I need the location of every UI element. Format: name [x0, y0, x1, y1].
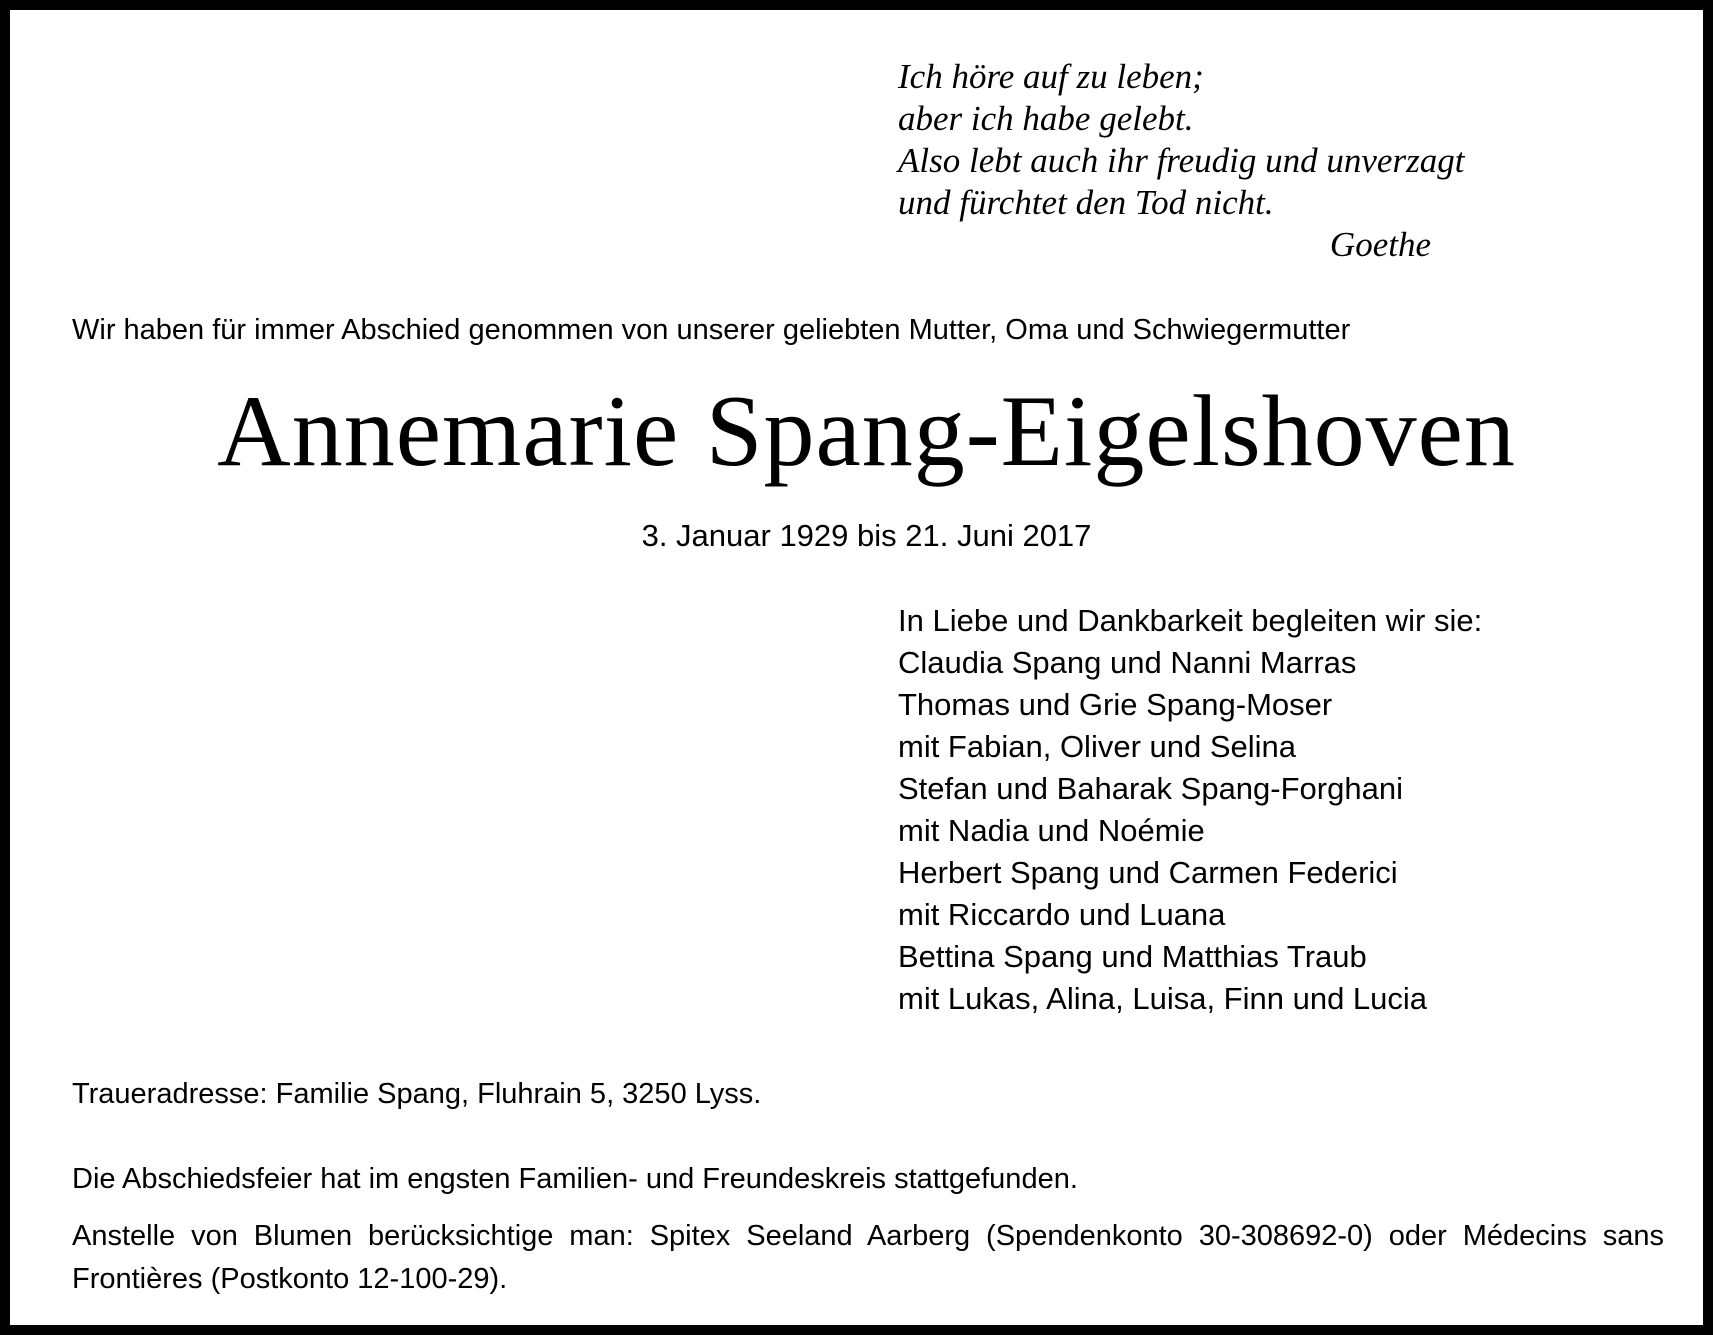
ceremony-note: Die Abschiedsfeier hat im engsten Familien- und Freundeskreis stattgefunden.: [72, 1163, 1078, 1195]
mourner-line: Bettina Spang und Matthias Traub: [898, 939, 1367, 974]
intro-text: Wir haben für immer Abschied genommen von unserer geliebten Mutter, Oma und Schwiegermutter: [72, 314, 1351, 346]
mourner-line: Thomas und Grie Spang-Moser: [898, 687, 1333, 722]
poem-line-1: Ich höre auf zu leben;: [898, 57, 1204, 96]
mourner-line: Claudia Spang und Nanni Marras: [898, 645, 1357, 680]
poem-author: Goethe: [1329, 225, 1431, 264]
mourners-heading: In Liebe und Dankbarkeit begleiten wir sie:: [898, 603, 1483, 638]
donation-note: Anstelle von Blumen berücksichtige man: Spitex Seeland Aarberg (Spendenkonto 30-308692-0) oder Médecins sans Frontières (Postkonto 12-100-29).: [72, 1220, 1664, 1295]
poem-line-3: Also lebt auch ihr freudig und unverzagt: [898, 141, 1465, 180]
mourner-line: mit Riccardo und Luana: [898, 897, 1226, 932]
mourning-address: Traueradresse: Familie Spang, Fluhrain 5, 3250 Lyss.: [72, 1078, 762, 1110]
deceased-name: Annemarie Spang-Eigelshoven: [217, 375, 1516, 488]
mourner-line: mit Lukas, Alina, Luisa, Finn und Lucia: [898, 981, 1428, 1016]
mourner-line: mit Nadia und Noémie: [898, 813, 1205, 848]
poem-line-2: aber ich habe gelebt.: [898, 99, 1194, 138]
mourner-line: Stefan und Baharak Spang-Forghani: [898, 771, 1403, 806]
life-dates: 3. Januar 1929 bis 21. Juni 2017: [641, 518, 1092, 553]
mourner-line: mit Fabian, Oliver und Selina: [898, 729, 1297, 764]
mourner-line: Herbert Spang und Carmen Federici: [898, 855, 1398, 890]
poem-line-4: und fürchtet den Tod nicht.: [898, 183, 1274, 222]
